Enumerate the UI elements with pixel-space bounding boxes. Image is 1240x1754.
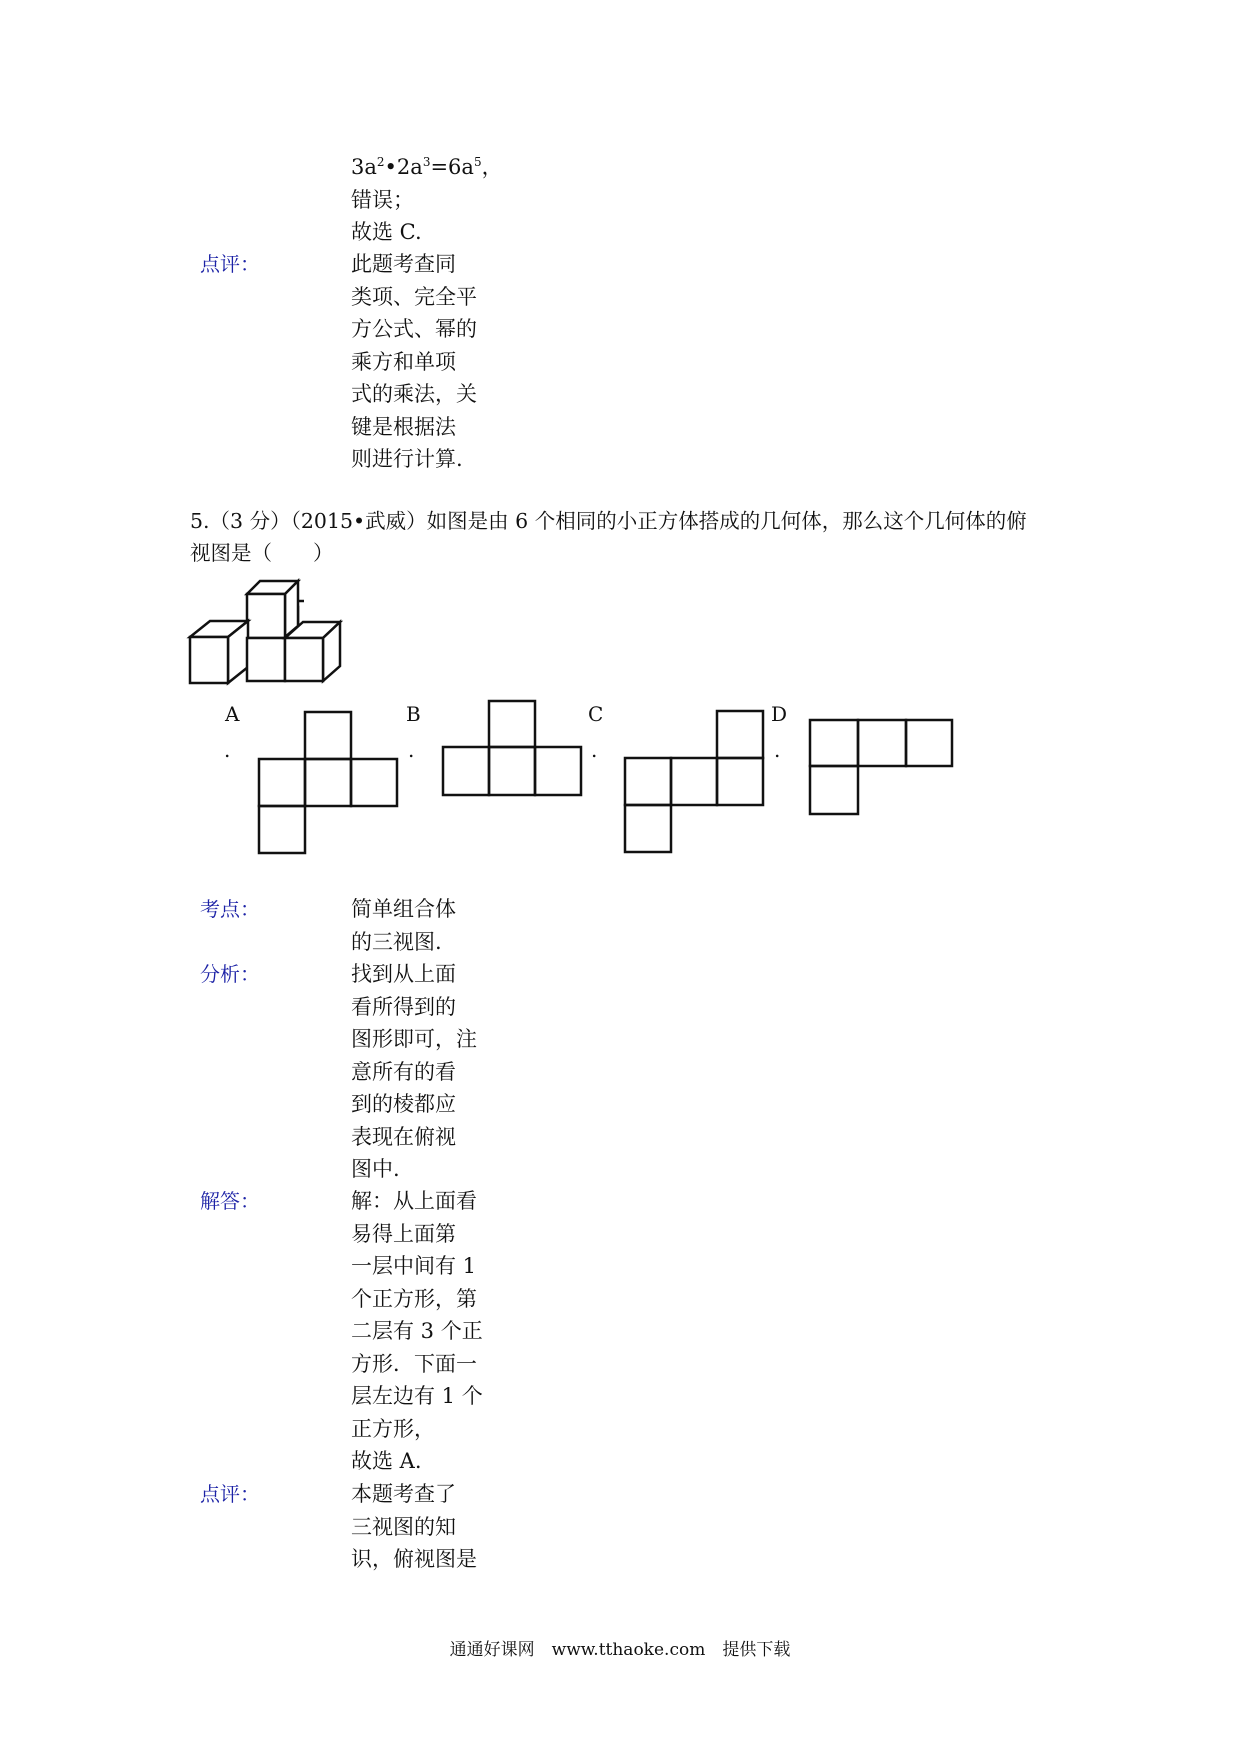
text-line: 图形即可，注	[351, 1027, 477, 1051]
text-line: 本题考查了	[351, 1482, 456, 1506]
text-line: 层左边有 1 个	[351, 1384, 483, 1408]
text-line: 到的棱都应	[351, 1092, 456, 1116]
fenxi-text	[351, 958, 491, 1186]
text-line: 一层中间有 1	[351, 1254, 477, 1278]
review-label: 点评：	[200, 1482, 260, 1506]
text-line: 正方形，	[351, 1416, 435, 1441]
text-line: 简单组合体	[351, 897, 456, 921]
option-b-dot: .	[408, 738, 415, 762]
text-line: 易得上面第	[351, 1221, 456, 1246]
text-line: 错误；	[351, 187, 414, 212]
text-line: 识，俯视图是	[351, 1547, 477, 1571]
question-stem-line-2: 视图是（ ）	[190, 541, 334, 565]
text-line: 类项、完全平	[351, 284, 477, 309]
text-line: 则进行计算.	[351, 447, 463, 471]
previous-answer-continuation	[351, 151, 503, 249]
text-line: 式的乘法，关	[351, 382, 477, 406]
text-line: 方公式、幂的	[351, 317, 477, 341]
question-stem-line-1: 5.（3 分）（2015•武威）如图是由 6 个相同的小正方体搭成的几何体，那么这个几何体的俯	[190, 509, 1027, 533]
cube-solid-figure	[190, 579, 350, 691]
text-line: 三视图的知	[351, 1514, 456, 1539]
jieda-label: 解答：	[200, 1189, 260, 1213]
formula-line: $3a^2•2a^3=6a^5$，	[351, 155, 503, 179]
option-c-figure[interactable]	[625, 709, 763, 854]
text-line: 方形．下面一	[351, 1351, 477, 1376]
option-c-dot: .	[591, 738, 598, 762]
text-line: 解：从上面看	[351, 1189, 477, 1213]
option-b-figure[interactable]	[443, 699, 581, 797]
text-line: 图中.	[351, 1157, 400, 1181]
option-d-letter[interactable]: D	[771, 702, 788, 726]
option-d-figure[interactable]	[810, 718, 954, 816]
text-line: 故选 C.	[351, 220, 422, 244]
kaodian-label: 考点：	[200, 897, 260, 921]
option-a-dot: .	[224, 738, 231, 762]
text-line: 意所有的看	[351, 1059, 456, 1084]
option-a-letter[interactable]: A	[225, 702, 240, 726]
page-footer: 通通好课网 www.tthaoke.com 提供下载	[449, 1640, 791, 1660]
option-c-letter[interactable]: C	[588, 702, 604, 726]
text-line: 键是根据法	[351, 414, 456, 439]
text-line: 故选 A.	[351, 1449, 422, 1473]
text-line: 此题考查同	[351, 252, 456, 276]
text-line: 乘方和单项	[351, 349, 456, 374]
option-d-dot: .	[774, 738, 781, 762]
jieda-text	[351, 1185, 491, 1478]
text-line: 个正方形，第	[351, 1286, 477, 1311]
text-line: 表现在俯视	[351, 1124, 456, 1149]
option-b-letter[interactable]: B	[406, 702, 421, 726]
text-line: 二层有 3 个正	[351, 1319, 483, 1343]
option-a-figure[interactable]	[259, 710, 397, 854]
review-text	[351, 1478, 491, 1576]
review-label: 点评：	[200, 252, 260, 276]
text-line: 找到从上面	[351, 962, 456, 986]
kaodian-text	[351, 893, 491, 958]
review-text	[351, 248, 491, 476]
text-line: 的三视图.	[351, 929, 442, 954]
fenxi-label: 分析：	[200, 962, 260, 986]
text-line: 看所得到的	[351, 994, 456, 1019]
